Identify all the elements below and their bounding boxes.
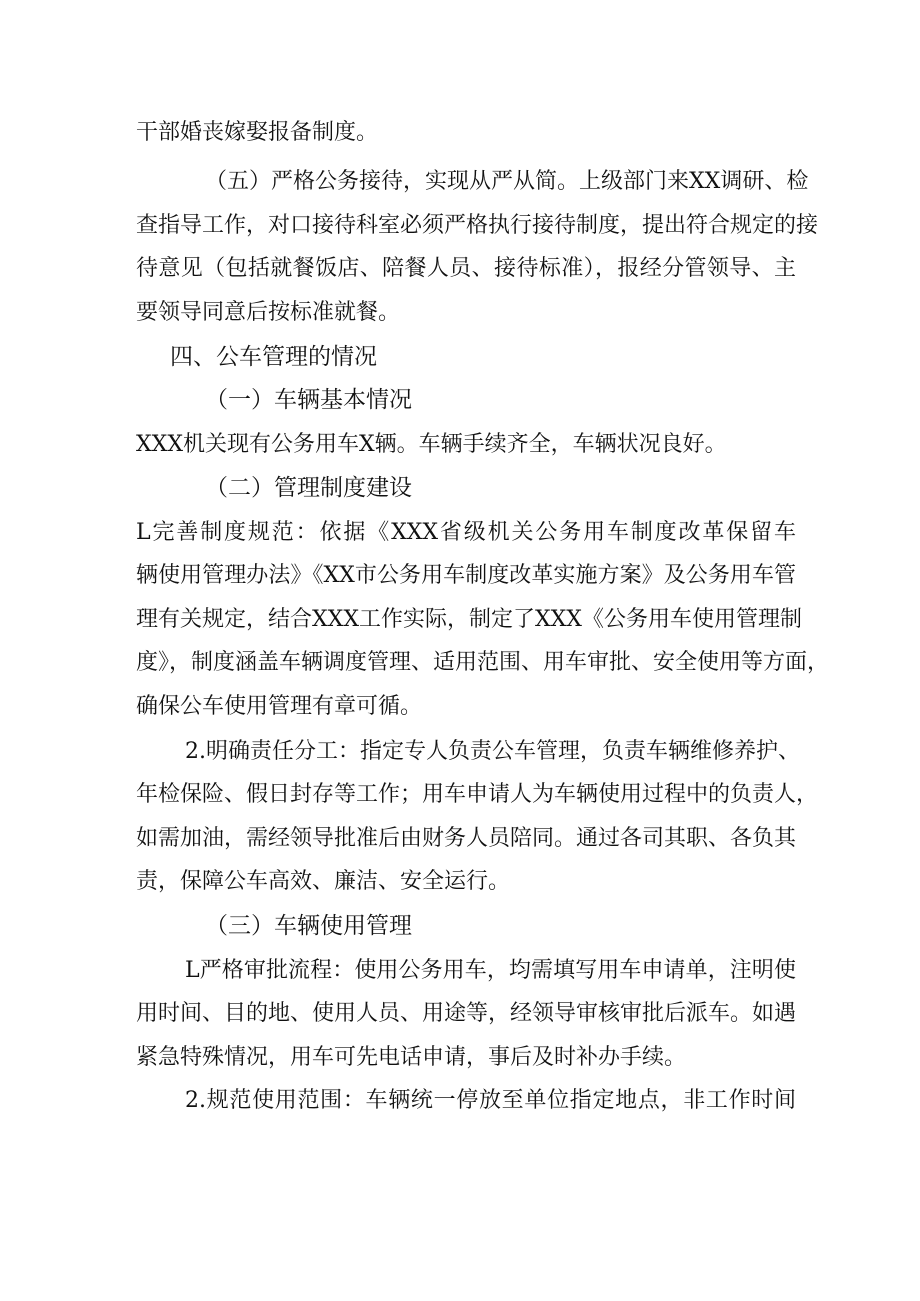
section-heading: 四、公车管理的情况 xyxy=(170,344,377,370)
paragraph-line: L完善制度规范：依据《XXX省级机关公务用车制度改革保留车 xyxy=(136,520,796,545)
paragraph-line: 2.明确责任分工：指定专人负责公车管理，负责车辆维修养护、 xyxy=(185,739,800,764)
paragraph-line: 待意见（包括就餐饭店、陪餐人员、接待标准），报经分管领导、主 xyxy=(136,256,796,281)
paragraph-line: 2.规范使用范围：车辆统一停放至单位指定地点，非工作时间 xyxy=(185,1088,796,1113)
paragraph-line: 紧急特殊情况，用车可先电话申请，事后及时补办手续。 xyxy=(136,1045,687,1070)
paragraph-line: 年检保险、假日封存等工作；用车申请人为车辆使用过程中的负责人， xyxy=(136,782,819,807)
paragraph-line: 辆使用管理办法》《XX市公务用车制度改革实施方案》及公务用车管 xyxy=(136,563,796,588)
paragraph-line: 责，保障公车高效、廉洁、安全运行。 xyxy=(136,869,511,894)
paragraph-line: XXX机关现有公务用车X辆。车辆手续齐全，车辆状况良好。 xyxy=(136,432,727,457)
paragraph-line: 如需加油，需经领导批准后由财务人员陪同。通过各司其职、各负其 xyxy=(136,826,797,851)
subsection-heading: （一）车辆基本情况 xyxy=(205,387,412,413)
paragraph-line: 查指导工作，对口接待科室必须严格执行接待制度，提出符合规定的接 xyxy=(136,213,819,238)
paragraph-line: 用时间、目的地、使用人员、用途等，经领导审核审批后派车。如遇 xyxy=(136,1001,797,1026)
paragraph-line: 理有关规定，结合XXX工作实际，制定了XXX《公务用车使用管理制 xyxy=(136,607,802,632)
paragraph-line: L严格审批流程：使用公务用车，均需填写用车申请单，注明使 xyxy=(185,958,796,983)
paragraph-line: 度》，制度涵盖车辆调度管理、适用范围、用车审批、安全使用等方面， xyxy=(136,650,830,675)
paragraph-line: 要领导同意后按标准就餐。 xyxy=(136,300,401,325)
subsection-heading: （三）车辆使用管理 xyxy=(205,913,412,939)
paragraph-line: （五）严格公务接待，实现从严从简。上级部门来XX调研、检 xyxy=(205,169,809,194)
subsection-heading: （二）管理制度建设 xyxy=(205,475,412,501)
paragraph-line: 干部婚丧嫁娶报备制度。 xyxy=(136,120,379,145)
paragraph-line: 确保公车使用管理有章可循。 xyxy=(136,694,423,719)
